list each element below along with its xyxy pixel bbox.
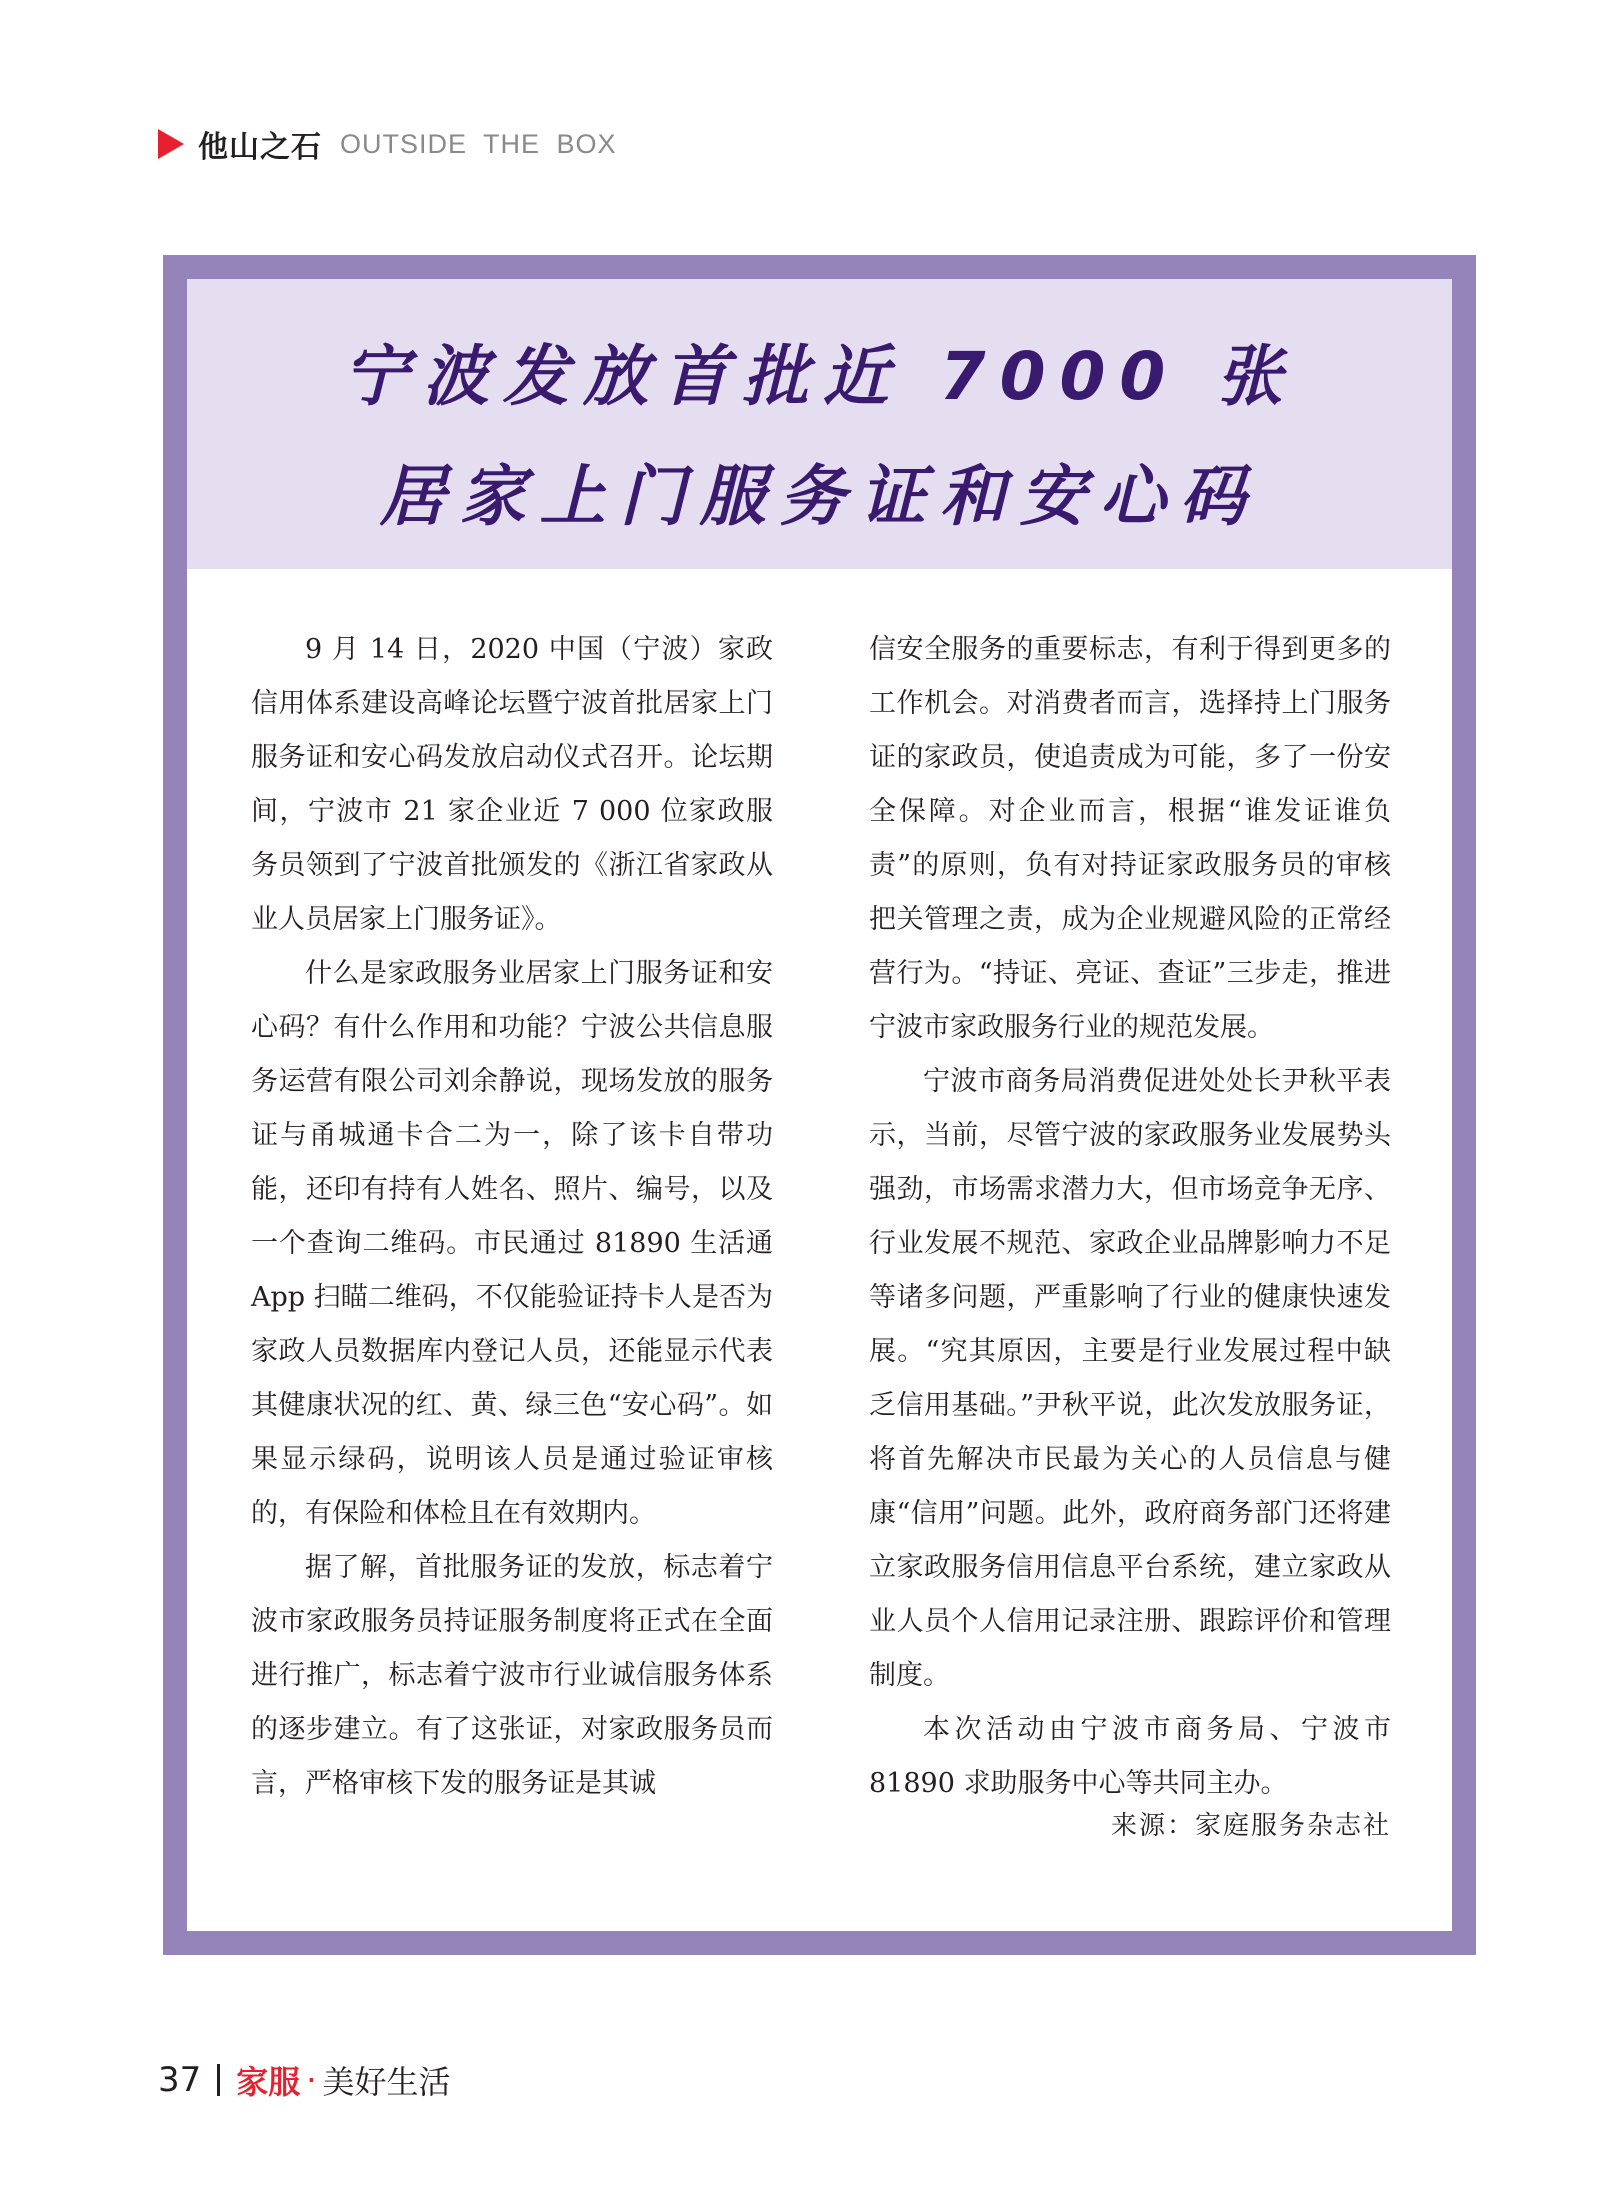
footer-separator-dot: ·: [306, 2061, 317, 2099]
paragraph-continuation: 信安全服务的重要标志，有利于得到更多的工作机会。对消费者而言，选择持上门服务证的家政员，使追责成为可能，多了一份安全保障。对企业而言，根据“谁发证谁负责”的原则，负有对持证家政服务员的审核把关管理之责，成为企业规避风险的正常经营行为。“持证、亮证、查证”三步走，推进宁波市家政服务行业的规范发展。: [869, 634, 1391, 1043]
title-band: [187, 279, 1452, 569]
article-title-line1: 宁波发放首批近 7000 张: [342, 338, 1297, 415]
left-column: [251, 623, 773, 1811]
paragraph: 据了解，首批服务证的发放，标志着宁波市家政服务员持证服务制度将正式在全面进行推广，标志着宁波市行业诚信服务体系的逐步建立。有了这张证，对家政服务员而言，严格审核下发的服务证是其诚: [251, 1552, 773, 1799]
section-header: [158, 124, 617, 164]
paragraph: 本次活动由宁波市商务局、宁波市 81890 求助服务中心等共同主办。: [869, 1714, 1391, 1799]
paragraph: 9 月 14 日，2020 中国（宁波）家政信用体系建设高峰论坛暨宁波首批居家上门服务证和安心码发放启动仪式召开。论坛期间，宁波市 21 家企业近 7 000 位家政服务员领到了宁波首批颁发的《浙江省家政从业人员居家上门服务证》。: [251, 634, 773, 935]
article-source: 来源：家庭服务杂志社: [1110, 1811, 1391, 1841]
paragraph: 宁波市商务局消费促进处处长尹秋平表示，当前，尽管宁波的家政服务业发展势头强劲，市场需求潜力大，但市场竞争无序、行业发展不规范、家政企业品牌影响力不足等诸多问题，严重影响了行业的健康快速发展。“究其原因，主要是行业发展过程中缺乏信用基础。”尹秋平说，此次发放服务证，将首先解决市民最为关心的人员信息与健康“信用”问题。此外，政府商务部门还将建立家政服务信用信息平台系统，建立家政从业人员个人信用记录注册、跟踪评价和管理制度。: [869, 1066, 1391, 1691]
magazine-tagline: 美好生活: [322, 2063, 451, 2101]
section-title-cn: 他山之石: [198, 130, 322, 165]
section-title-en: OUTSIDE THE BOX: [340, 128, 617, 159]
article-title-line2: 居家上门服务证和安心码: [379, 458, 1260, 535]
page-footer: [158, 2060, 450, 2100]
footer-divider: [217, 2064, 220, 2096]
article-body: [187, 279, 1452, 1931]
page-number: 37: [158, 2060, 202, 2100]
paragraph: 什么是家政服务业居家上门服务证和安心码？有什么作用和功能？宁波公共信息服务运营有限公司刘余静说，现场发放的服务证与甬城通卡合二为一，除了该卡自带功能，还印有持有人姓名、照片、编号，以及一个查询二维码。市民通过 81890 生活通 App 扫瞄二维码，不仅能验证持卡人是否为家政人员数据库内登记人员，还能显示代表其健康状况的红、黄、绿三色“安心码”。如果显示绿码，说明该人员是通过验证审核的，有保险和体检且在有效期内。: [251, 958, 773, 1529]
play-arrow-icon: [158, 129, 184, 159]
right-column: [869, 623, 1391, 1811]
article-frame: [163, 255, 1476, 1955]
magazine-brand: 家服: [236, 2063, 301, 2101]
